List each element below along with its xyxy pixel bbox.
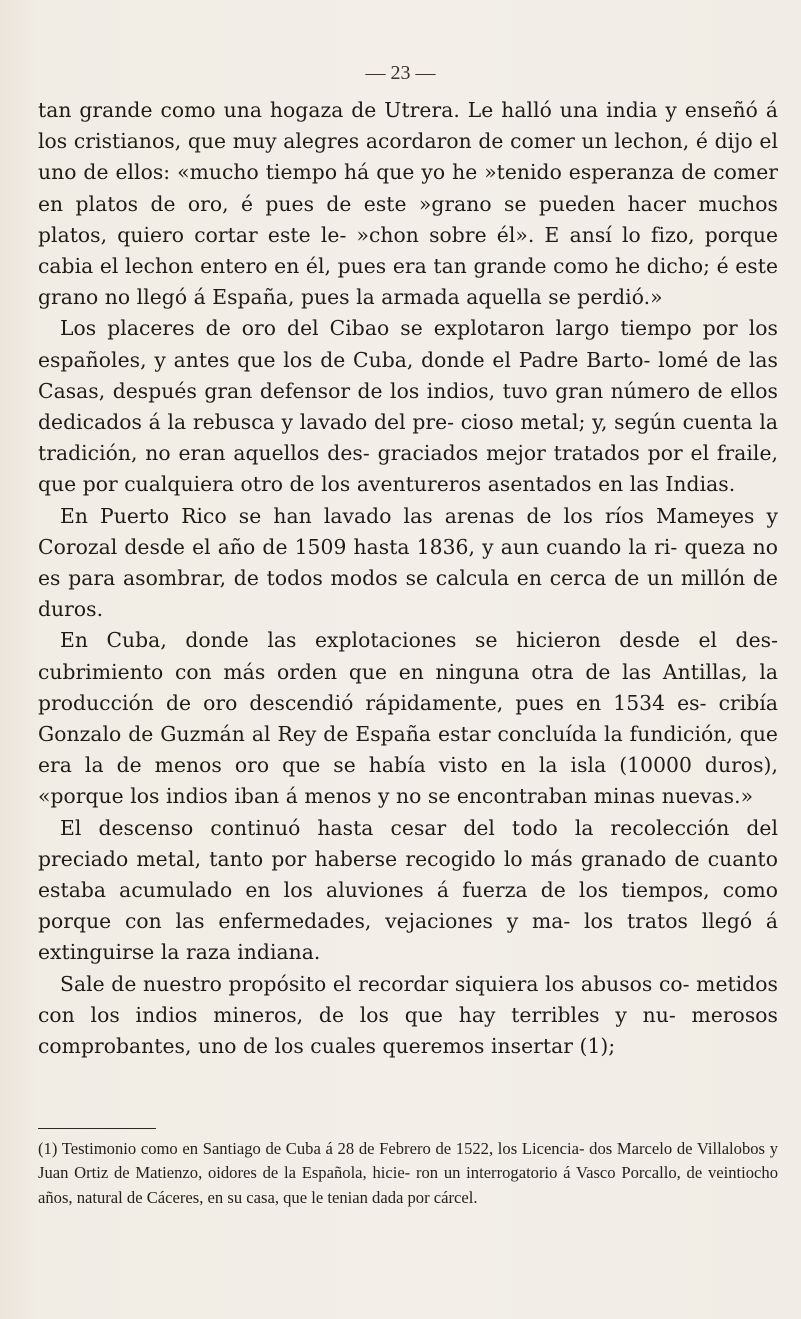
paragraph-6: Sale de nuestro propósito el recordar siquiera los abusos co- metidos con los indios mineros, de los que hay terribles y nu- merosos comprobantes, uno de los cuales queremos insertar (1); bbox=[38, 971, 778, 1059]
paragraph-5: El descenso continuó hasta cesar del todo la recolección del preciado metal, tanto por haberse recogido lo más granado de cuanto estaba acumulado en los aluviones á fuerza de los tiempos, como porque con las enfermedades, vejaciones y ma- los tratos llegó á extinguirse la raza indiana. bbox=[38, 815, 778, 965]
page-number: — 23 — bbox=[365, 62, 436, 84]
paragraph-1: tan grande como una hogaza de Utrera. Le halló una india y enseñó á los cristianos, que muy alegres acordaron de comer un lechon, é dijo el uno de ellos: «mucho tiempo há que yo he »tenido esperanza de comer en platos de oro, é pues de este »grano se pueden hacer muchos platos, quiero cortar este le- »chon sobre él». E ansí lo fizo, porque cabia el lechon entero en él, pues era tan grande como he dicho; é este grano no llegó á España, pues la armada aquella se perdió.» bbox=[38, 98, 778, 310]
paragraph-3: En Puerto Rico se han lavado las arenas de los ríos Mameyes y Corozal desde el año de 1509 hasta 1836, y aun cuando la ri- queza no es para asombrar, de todos modos se calcula en cerca de un millón de duros. bbox=[38, 503, 778, 622]
body-text bbox=[38, 95, 778, 1062]
paragraph-2: Los placeres de oro del Cibao se explotaron largo tiempo por los españoles, y antes que los de Cuba, donde el Padre Barto- lomé de las Casas, después gran defensor de los indios, tuvo gran número de ellos dedicados á la rebusca y lavado del pre- cioso metal; y, según cuenta la tradición, no eran aquellos des- graciados mejor tratados por el fraile, que por cualquiera otro de los aventureros asentados en las Indias. bbox=[38, 316, 778, 497]
footnote: (1) Testimonio como en Santiago de Cuba á 28 de Febrero de 1522, los Licencia- dos Marcelo de Villalobos y Juan Ortiz de Matienzo, oidores de la Española, hicie- ron un interrogatorio á Vasco Porcallo, de veintiocho años, natural de Cáceres, en su casa, que le tenian dada por cárcel. bbox=[38, 1139, 778, 1207]
footnote-divider bbox=[38, 1128, 156, 1129]
paragraph-4: En Cuba, donde las explotaciones se hicieron desde el des- cubrimiento con más orden que en ninguna otra de las Antillas, la producción de oro descendió rápidamente, pues en 1534 es- cribía Gonzalo de Guzmán al Rey de España estar concluída la fundición, que era la de menos oro que se había visto en la isla (10000 duros), «porque los indios iban á menos y no se encontraban minas nuevas.» bbox=[38, 628, 778, 809]
